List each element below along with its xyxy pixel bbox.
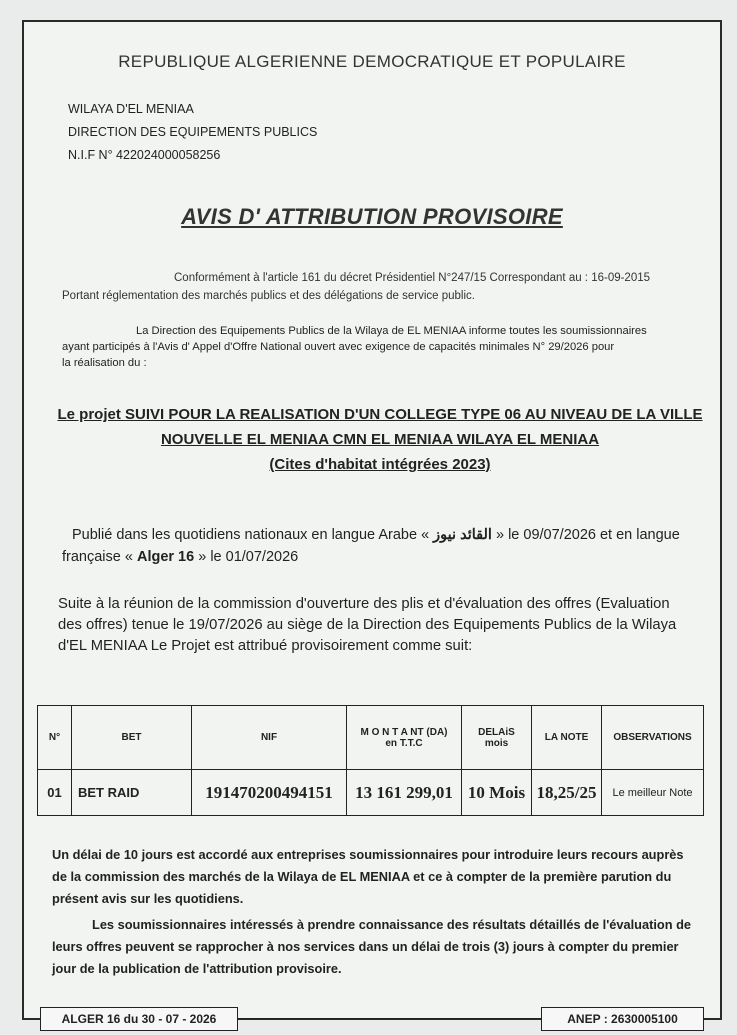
commission-line-2: des offres) tenue le 19/07/2026 au siège de la Direction des Equipements Publics de la Wilaya	[58, 617, 677, 633]
cell-observations: Le meilleur Note	[602, 770, 704, 816]
nif-line: N.I.F N° 422024000058256	[68, 148, 221, 162]
french-newspaper: Alger 16	[136, 549, 195, 565]
direction-line: DIRECTION DES EQUIPEMENTS PUBLICS	[68, 125, 318, 139]
header-delais	[462, 706, 532, 770]
decree-line-1: Conformément à l'article 161 du décret Présidentiel N°247/15 Correspondant au : 16-09-2015	[174, 272, 651, 284]
publication-text-1: Publié dans les quotidiens nationaux en langue Arabe «	[72, 527, 434, 543]
intro-line-3: la réalisation du :	[62, 357, 147, 369]
cell-note: 18,25/25	[532, 770, 602, 816]
intro-line-1: La Direction des Equipements Publics de la Wilaya de EL MENIAA informe toutes les soumissionnaires	[136, 325, 647, 337]
intro-paragraph	[62, 323, 696, 371]
cell-nif: 191470200494151	[192, 770, 347, 816]
results-line-2: leurs offres peuvent se rapprocher à nos services dans un délai de trois (3) jours à compter du premier	[52, 939, 679, 954]
project-line-1: Le projet SUIVI POUR LA REALISATION D'UN COLLEGE TYPE 06 AU NIVEAU DE LA VILLE	[57, 406, 703, 423]
notice-title: AVIS D' ATTRIBUTION PROVISOIRE	[181, 204, 563, 229]
republic-header: REPUBLIQUE ALGERIENNE DEMOCRATIQUE ET POPULAIRE	[118, 52, 626, 71]
publication-paragraph	[62, 524, 708, 568]
header-montant-line2: en T.T.C	[385, 737, 423, 749]
cell-delais: 10 Mois	[462, 770, 532, 816]
arabic-newspaper: القائد نيوز	[433, 527, 492, 543]
appeal-line-2: de la commission des marchés de la Wilaya de EL MENIAA et ce à compter de la première parution du	[52, 869, 672, 884]
header-montant-line1: M O N T A NT (DA)	[360, 726, 448, 738]
header-note: LA NOTE	[532, 706, 602, 770]
newspaper-date-box: ALGER 16 du 30 - 07 - 2026	[40, 1007, 238, 1031]
appeal-paragraph	[52, 844, 706, 910]
header-num: N°	[38, 706, 72, 770]
header-delais-line2: mois	[484, 737, 509, 749]
project-line-3: (Cites d'habitat intégrées 2023)	[269, 456, 491, 473]
header-nif: NIF	[192, 706, 347, 770]
publication-line-2	[62, 546, 708, 568]
results-line-1: Les soumissionnaires intéressés à prendre connaissance des résultats détaillés de l'évaluation de	[92, 917, 692, 932]
appeal-line-1: Un délai de 10 jours est accordé aux entreprises soumissionnaires pour introduire leurs recours auprès	[52, 847, 684, 862]
project-title	[54, 402, 706, 477]
results-line-3: jour de la publication de l'attribution provisoire.	[52, 961, 342, 976]
decree-paragraph	[62, 269, 696, 305]
commission-line-3: d'EL MENIAA Le Projet est attribué provisoirement comme suit:	[58, 638, 473, 654]
publication-line-1	[62, 524, 708, 546]
table-header-row	[38, 706, 704, 770]
decree-line-2: Portant réglementation des marchés publics et des délégations de service public.	[62, 290, 475, 302]
footer-divider	[238, 1018, 540, 1019]
publication-text-2: » le 09/07/2026 et en langue	[491, 527, 680, 543]
intro-line-2: ayant participés à l'Avis d' Appel d'Offre National ouvert avec exigence de capacités minimales N° 29/2026 pour	[62, 341, 615, 353]
publication-text-3: française «	[62, 549, 137, 565]
commission-paragraph	[58, 594, 708, 657]
anep-reference-box: ANEP : 2630005100	[541, 1007, 704, 1031]
results-paragraph	[52, 914, 706, 980]
publication-text-4: » le 01/07/2026	[194, 549, 299, 565]
header-bet: BET	[72, 706, 192, 770]
header-montant	[347, 706, 462, 770]
header-delais-line1: DELAiS	[478, 726, 515, 738]
project-line-2: NOUVELLE EL MENIAA CMN EL MENIAA WILAYA EL MENIAA	[160, 431, 600, 448]
attribution-table	[37, 705, 704, 816]
appeal-line-3: présent avis sur les quotidiens.	[52, 891, 244, 906]
notice-page	[22, 20, 722, 1026]
commission-line-1: Suite à la réunion de la commission d'ouverture des plis et d'évaluation des offres (Evaluation	[58, 596, 670, 612]
table-row	[38, 770, 704, 816]
cell-bet: BET RAID	[72, 770, 192, 816]
header-observations: OBSERVATIONS	[602, 706, 704, 770]
cell-montant: 13 161 299,01	[347, 770, 462, 816]
cell-num: 01	[38, 770, 72, 816]
wilaya-line: WILAYA D'EL MENIAA	[68, 102, 194, 116]
issuer-block	[68, 98, 317, 167]
